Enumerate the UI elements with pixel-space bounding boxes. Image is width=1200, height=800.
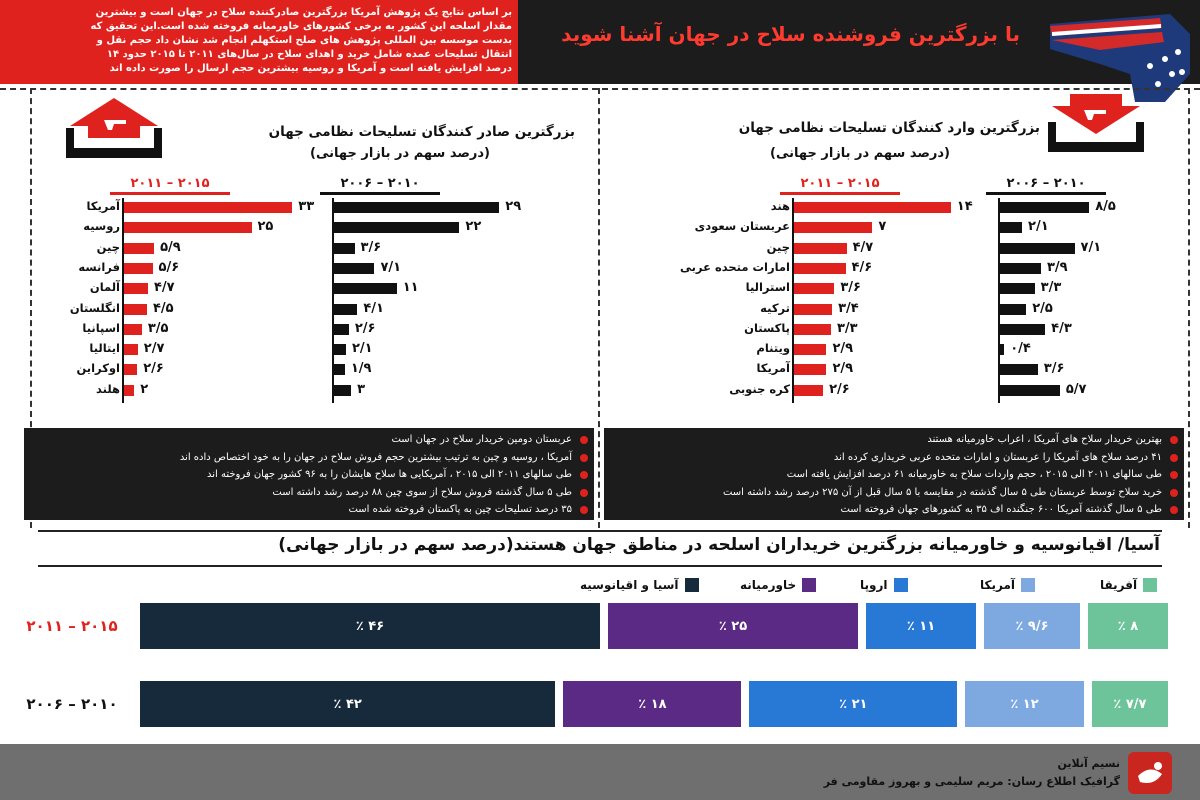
region-segment: ٪ ۹/۶ bbox=[984, 603, 1080, 649]
footer-credit: گرافیک اطلاع رسان: مریم سلیمی و بهروز مقاومی فر bbox=[823, 775, 1120, 788]
bar bbox=[1000, 344, 1004, 355]
bar bbox=[794, 283, 834, 294]
data-label: ۴/۵ bbox=[152, 300, 174, 316]
row-label: ۲۰۱۱ – ۲۰۱۵ bbox=[26, 617, 118, 635]
note-item bbox=[24, 484, 594, 502]
category-label: هلند bbox=[95, 381, 120, 396]
category-label: ایتالیا bbox=[89, 341, 120, 356]
data-label: ۲/۹ bbox=[832, 361, 854, 377]
region-segment: ٪ ۱۸ bbox=[563, 681, 741, 727]
title-rule-bottom bbox=[38, 565, 1162, 567]
exporters-title: بزرگترین صادر کنندگان تسلیحات نظامی جهان bbox=[268, 124, 575, 140]
bar bbox=[1000, 243, 1075, 254]
exporters-chart bbox=[30, 170, 600, 410]
category-label: چین bbox=[96, 239, 120, 254]
data-label: ۳ bbox=[357, 381, 366, 397]
data-label: ۳/۴ bbox=[838, 300, 859, 316]
bullet-icon bbox=[1170, 506, 1178, 514]
legend-label: آمریکا bbox=[980, 578, 1015, 592]
category-label: آمریکا bbox=[86, 199, 120, 213]
data-label: ۲۹ bbox=[505, 199, 522, 214]
bar bbox=[794, 263, 846, 274]
category-label: انگلستان bbox=[69, 300, 120, 315]
legend-swatch bbox=[1143, 578, 1157, 592]
footer-bar bbox=[0, 744, 1200, 800]
data-label: ۴/۱ bbox=[363, 300, 384, 316]
bar bbox=[334, 304, 357, 315]
note-item bbox=[24, 501, 594, 519]
bullet-icon bbox=[580, 454, 588, 462]
intro-text bbox=[8, 6, 512, 76]
bar bbox=[794, 385, 823, 396]
data-label: ۲/۹ bbox=[832, 341, 854, 357]
import-icon bbox=[1044, 94, 1148, 156]
bar bbox=[1000, 304, 1026, 315]
region-segment: ٪ ۸ bbox=[1088, 603, 1168, 649]
data-label: ۳/۶ bbox=[840, 280, 861, 296]
legend-label: آفریقا bbox=[1100, 578, 1138, 592]
category-label: ترکیه bbox=[760, 300, 790, 315]
data-label: ۳/۹ bbox=[1046, 259, 1068, 275]
bullet-icon bbox=[1170, 489, 1178, 497]
data-label: ۴/۷ bbox=[852, 239, 874, 255]
note-text: طی ۵ سال گذشته فروش سلاح از سوی چین ۸۸ درصد رشد داشته است bbox=[272, 486, 572, 498]
region-segment: ٪ ۴۶ bbox=[140, 603, 600, 649]
legend-swatch bbox=[685, 578, 699, 592]
bar bbox=[794, 202, 951, 213]
data-label: ۳/۶ bbox=[360, 239, 382, 255]
bullet-icon bbox=[580, 436, 588, 444]
bar bbox=[794, 222, 872, 233]
bar bbox=[124, 243, 154, 254]
title-rule-top bbox=[38, 530, 1162, 532]
data-label: ۴/۶ bbox=[851, 259, 873, 275]
data-label: ۲ bbox=[140, 381, 149, 397]
divider-top bbox=[0, 88, 1200, 90]
legend-swatch bbox=[894, 578, 908, 592]
data-label: ۵/۷ bbox=[1065, 381, 1087, 397]
export-icon bbox=[62, 98, 166, 160]
bar bbox=[334, 283, 397, 294]
bar bbox=[124, 344, 138, 355]
note-item bbox=[24, 449, 594, 467]
row-label: ۲۰۰۶ – ۲۰۱۰ bbox=[26, 695, 118, 713]
note-text: طی سالهای ۲۰۱۱ الی ۲۰۱۵ ، آمریکایی ها سلاح هایشان را به ۹۶ کشور جهان فروخته اند bbox=[206, 469, 572, 480]
bar bbox=[334, 222, 459, 233]
region-segment: ٪ ۲۵ bbox=[608, 603, 858, 649]
note-text: خرید سلاح توسط عربستان طی ۵ سال گذشته در مقایسه با ۵ سال قبل از آن ۲۷۵ درصد رشد داشته است bbox=[722, 486, 1162, 498]
legend-item bbox=[580, 578, 699, 592]
exporters-subtitle: (درصد سهم در بازار جهانی) bbox=[310, 146, 490, 161]
note-text: طی ۵ سال گذشته آمریکا ۶۰۰ جنگنده اف ۳۵ به کشورهای جهان فروخته است bbox=[840, 504, 1162, 515]
regions-legend bbox=[560, 578, 1180, 598]
bullet-icon bbox=[1170, 436, 1178, 444]
category-label: فرانسه bbox=[78, 259, 120, 274]
data-label: ۷/۱ bbox=[1080, 239, 1102, 255]
note-text: طی سالهای ۲۰۱۱ الی ۲۰۱۵ ، حجم واردات سلاح به خاورمیانه ۶۱ درصد افزایش یافته است bbox=[786, 469, 1162, 480]
notes-right-box bbox=[604, 428, 1184, 520]
data-label: ۳/۵ bbox=[147, 320, 169, 336]
data-label: ۲/۱ bbox=[351, 341, 373, 357]
intro-line: مقدار اسلحه این کشور به برخی کشورهای خاورمیانه فروخته شده است.این تحقیق که bbox=[90, 21, 512, 32]
data-label: ۴/۳ bbox=[1051, 320, 1072, 336]
legend-swatch bbox=[1021, 578, 1035, 592]
data-label: ۲۵ bbox=[257, 219, 274, 235]
importers-subtitle: (درصد سهم در بازار جهانی) bbox=[770, 146, 950, 161]
bullet-icon bbox=[580, 471, 588, 479]
brand-logo-icon bbox=[1128, 752, 1172, 794]
bar bbox=[1000, 202, 1089, 213]
footer-brand: نسیم آنلاین bbox=[1057, 757, 1120, 770]
bar bbox=[124, 304, 147, 315]
note-item bbox=[604, 449, 1184, 467]
bar bbox=[124, 263, 153, 274]
legend-item bbox=[1100, 578, 1157, 592]
note-text: بهترین خریدار سلاح های آمریکا ، اعراب خاورمیانه هستند bbox=[927, 434, 1162, 445]
category-label: اوکراین bbox=[76, 361, 120, 376]
intro-line: انتقال تسلیحات عمده شامل خرید و اهدای سلاح در سال‌های ۲۰۱۱ تا ۲۰۱۵ حدود ۱۴ bbox=[106, 49, 512, 60]
bar bbox=[1000, 283, 1035, 294]
category-label: چین bbox=[766, 239, 790, 254]
legend-item bbox=[740, 578, 816, 592]
bar bbox=[124, 202, 292, 213]
bar bbox=[124, 324, 142, 335]
data-label: ۵/۶ bbox=[158, 259, 180, 275]
series-header: ۲۰۰۶ – ۲۰۱۰ bbox=[986, 176, 1106, 195]
bar bbox=[794, 364, 826, 375]
legend-label: خاورمیانه bbox=[740, 578, 797, 592]
bullet-icon bbox=[580, 506, 588, 514]
data-label: ۲/۶ bbox=[829, 381, 850, 397]
note-text: عربستان دومین خریدار سلاح در جهان است bbox=[391, 434, 572, 445]
bar bbox=[1000, 364, 1038, 375]
regions-chart bbox=[0, 600, 1200, 740]
note-text: آمریکا ، روسیه و چین به ترتیب بیشترین حجم فروش سلاح در جهان را به خود اختصاص داده اند bbox=[179, 451, 572, 463]
regions-chart-title: آسیا/ اقیانوسیه و خاورمیانه بزرگترین خریداران اسلحه در مناطق جهان هستند(درصد سهم در بازار جهانی) bbox=[278, 535, 1160, 555]
page-title: با بزرگترین فروشنده سلاح در جهان آشنا شوید bbox=[561, 22, 1020, 46]
region-segment: ٪ ۲۱ bbox=[749, 681, 957, 727]
data-label: ۱/۹ bbox=[350, 361, 372, 377]
data-label: ۷/۱ bbox=[380, 259, 402, 275]
bar bbox=[794, 324, 831, 335]
note-text: ۳۵ درصد تسلیحات چین به پاکستان فروخته شده است bbox=[348, 504, 572, 515]
note-item bbox=[604, 466, 1184, 484]
bar bbox=[794, 243, 847, 254]
category-label: روسیه bbox=[83, 219, 120, 234]
data-label: ۲۲ bbox=[465, 219, 482, 235]
data-label: ۱۱ bbox=[402, 280, 419, 296]
category-label: اسپانیا bbox=[82, 320, 120, 335]
note-item bbox=[604, 431, 1184, 449]
category-label: پاکستان bbox=[744, 320, 790, 335]
notes-left-box bbox=[24, 428, 594, 520]
category-label: آمریکا bbox=[756, 361, 790, 376]
data-label: ۲/۵ bbox=[1032, 300, 1053, 316]
region-segment: ٪ ۱۲ bbox=[965, 681, 1084, 727]
category-label: ویتنام bbox=[756, 341, 790, 356]
bar bbox=[334, 243, 355, 254]
bar bbox=[124, 222, 252, 233]
note-item bbox=[604, 501, 1184, 519]
importers-chart bbox=[600, 170, 1190, 410]
series-header: ۲۰۰۶ – ۲۰۱۰ bbox=[320, 176, 440, 195]
data-label: ۲/۷ bbox=[143, 341, 165, 357]
region-segment: ٪ ۴۲ bbox=[140, 681, 555, 727]
data-label: ۲/۶ bbox=[143, 361, 164, 377]
bar bbox=[334, 263, 374, 274]
intro-line: درصد افزایش یافته است و آمریکا و روسیه بیشترین حجم ارسال را صورت داده اند bbox=[109, 63, 512, 74]
bar bbox=[124, 364, 137, 375]
series-header: ۲۰۱۱ – ۲۰۱۵ bbox=[110, 176, 230, 195]
data-label: ۵/۹ bbox=[160, 239, 181, 255]
category-label: استرالیا bbox=[745, 280, 790, 295]
region-segment: ٪ ۱۱ bbox=[866, 603, 976, 649]
legend-item bbox=[860, 578, 908, 592]
category-label: امارات متحده عربی bbox=[679, 259, 790, 274]
bar bbox=[1000, 222, 1022, 233]
bar bbox=[794, 344, 826, 355]
legend-label: اروپا bbox=[860, 578, 888, 592]
bar bbox=[334, 344, 346, 355]
bar bbox=[334, 202, 499, 213]
series-header: ۲۰۱۱ – ۲۰۱۵ bbox=[780, 176, 900, 195]
data-label: ۳/۳ bbox=[836, 320, 858, 336]
bar bbox=[124, 283, 148, 294]
data-label: ۳۳ bbox=[298, 199, 315, 214]
data-label: ۲/۱ bbox=[1028, 219, 1049, 235]
legend-label: آسیا و اقیانوسیه bbox=[580, 578, 679, 592]
bar bbox=[334, 364, 345, 375]
data-label: ۱۴ bbox=[956, 199, 973, 214]
importers-title: بزرگترین وارد کنندگان تسلیحات نظامی جهان bbox=[738, 120, 1040, 136]
data-label: ۳/۶ bbox=[1043, 361, 1065, 377]
data-label: ۲/۶ bbox=[354, 320, 376, 336]
bar bbox=[794, 304, 832, 315]
category-label: عربستان سعودی bbox=[694, 219, 790, 234]
data-label: ۳/۳ bbox=[1040, 280, 1062, 296]
note-item bbox=[24, 431, 594, 449]
category-label: کره جنوبی bbox=[729, 381, 790, 396]
data-label: ۰/۴ bbox=[1010, 341, 1031, 357]
bar bbox=[334, 385, 351, 396]
bullet-icon bbox=[1170, 454, 1178, 462]
region-segment: ٪ ۷/۷ bbox=[1092, 681, 1168, 727]
bar bbox=[124, 385, 134, 396]
bullet-icon bbox=[1170, 471, 1178, 479]
legend-item bbox=[980, 578, 1035, 592]
bar bbox=[334, 324, 349, 335]
note-item bbox=[24, 466, 594, 484]
bar bbox=[1000, 385, 1060, 396]
legend-swatch bbox=[802, 578, 816, 592]
note-text: ۴۱ درصد سلاح های آمریکا را عربستان و امارات متحده عربی خریداری کرده اند bbox=[833, 451, 1162, 463]
note-item bbox=[604, 484, 1184, 502]
intro-line: بدست موسسه بین المللی پژوهش های صلح استکهلم انجام شد نشان داد حجم نقل و bbox=[96, 35, 512, 46]
data-label: ۴/۷ bbox=[153, 280, 175, 296]
data-label: ۸/۵ bbox=[1095, 199, 1116, 214]
intro-line: بر اساس نتایج یک پژوهش آمریکا بزرگترین صادرکننده سلاح در جهان است و بیشترین bbox=[95, 7, 512, 18]
bar bbox=[1000, 324, 1045, 335]
data-label: ۷ bbox=[878, 219, 887, 235]
category-label: هند bbox=[770, 199, 790, 213]
category-label: آلمان bbox=[89, 280, 120, 295]
bullet-icon bbox=[580, 489, 588, 497]
bar bbox=[1000, 263, 1041, 274]
